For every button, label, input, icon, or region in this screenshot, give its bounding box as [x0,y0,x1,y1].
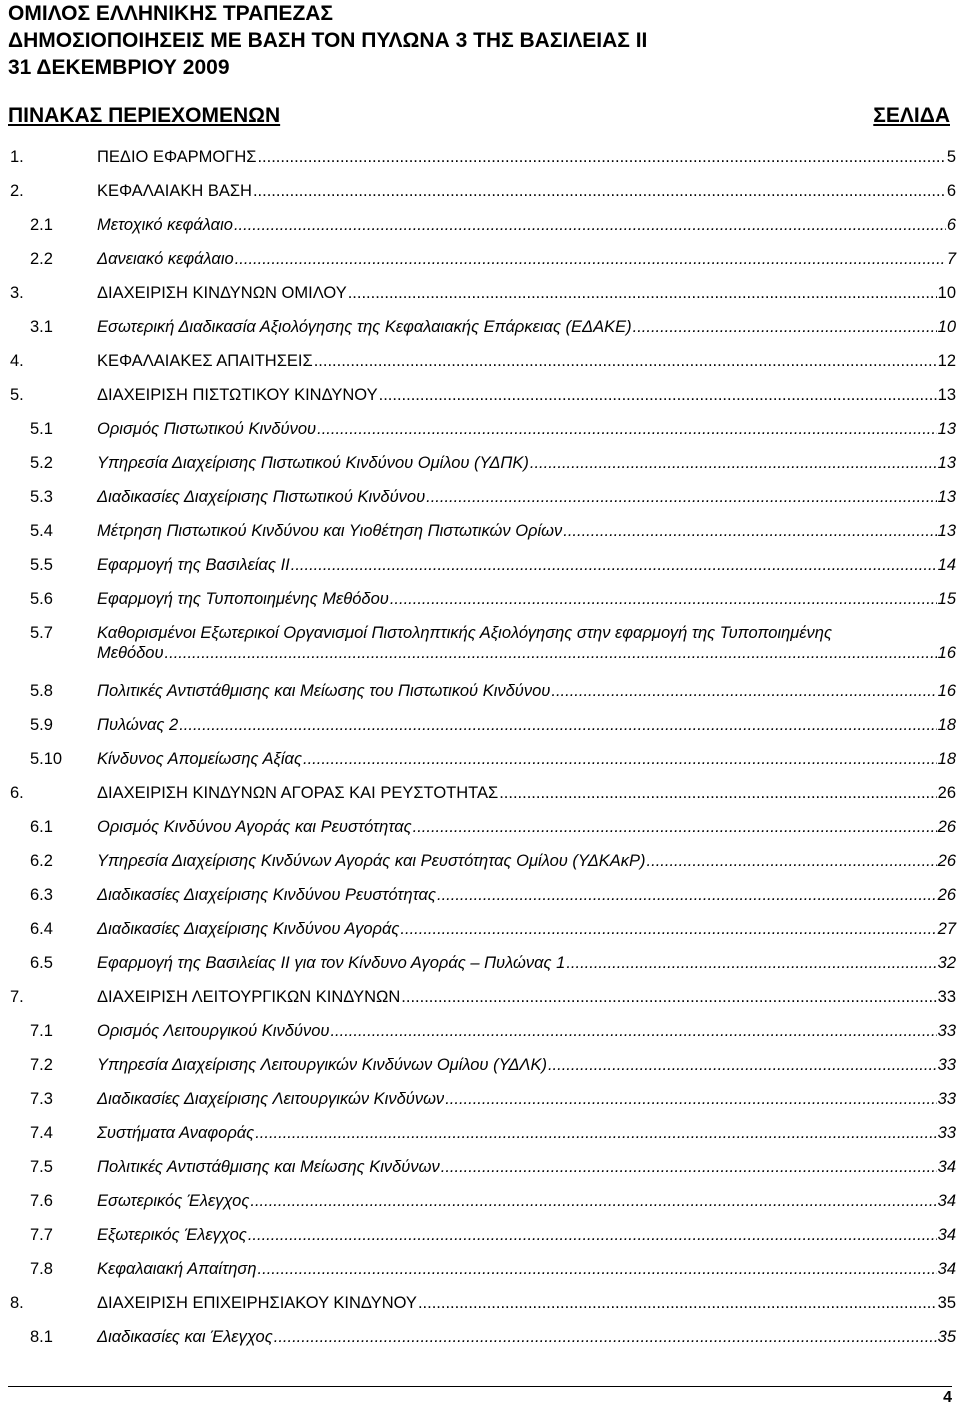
toc-entry-line [97,1224,960,1246]
toc-entry-number: 6.5 [30,954,53,972]
toc-leader-dots [530,452,937,474]
toc-entry[interactable] [0,1258,960,1280]
toc-entry-number: 7.6 [30,1192,53,1210]
toc-entry-line [97,248,960,270]
toc-entry-number: 8.1 [30,1328,53,1346]
toc-entry-line [97,146,960,168]
toc-entry[interactable] [0,384,960,406]
toc-entry-number: 5.1 [30,420,53,438]
toc-entry-page: 13 [937,420,956,438]
toc-entry-page: 10 [937,284,956,302]
toc-entry-number: 5.9 [30,716,53,734]
toc-entry[interactable] [0,554,960,576]
toc-leader-dots [250,1190,936,1212]
toc-entry[interactable] [0,748,960,770]
toc-entry-page: 26 [937,852,956,870]
toc-entry-number: 6.2 [30,852,53,870]
toc-entry-page: 12 [937,352,956,370]
toc-entry-page: 13 [937,522,956,540]
toc-leader-dots [291,554,937,576]
toc-entry[interactable] [0,520,960,542]
toc-entry[interactable] [0,350,960,372]
toc-entry-line [97,1088,960,1110]
toc-entry-number: 1. [10,148,24,166]
toc-entry-title: Υπηρεσία Διαχείρισης Πιστωτικού Κινδύνου Ομίλου (ΥΔΠΚ) [97,454,529,472]
toc-leader-dots [274,1326,937,1348]
toc-entry-line [97,952,960,974]
toc-entry-title: Υπηρεσία Διαχείρισης Λειτουργικών Κινδύνων Ομίλου (ΥΔΛΚ) [97,1056,547,1074]
toc-entry-page: 18 [937,750,956,768]
toc-entry-page: 33 [937,1056,956,1074]
toc-entry-page: 15 [937,590,956,608]
toc-entry-title: ΔΙΑΧΕΙΡΙΣΗ ΚΙΝΔΥΝΩΝ ΟΜΙΛΟΥ [97,284,347,302]
toc-entry-title: Πυλώνας 2 [97,716,179,734]
toc-entry-title: Πολιτικές Αντιστάθμισης και Μείωσης Κινδύνων [97,1158,440,1176]
toc-entry-title: ΔΙΑΧΕΙΡΙΣΗ ΠΙΣΤΩΤΙΚΟΥ ΚΙΝΔΥΝΟΥ [97,386,378,404]
toc-heading-row [8,102,950,130]
toc-entry-title: Κεφαλαιακή Απαίτηση [97,1260,257,1278]
toc-entry-title: ΔΙΑΧΕΙΡΙΣΗ ΚΙΝΔΥΝΩΝ ΑΓΟΡΑΣ ΚΑΙ ΡΕΥΣΤΟΤΗΤΑΣ [97,784,499,802]
toc-leader-dots [317,418,937,440]
toc-entry-line [97,1190,960,1212]
toc-entry-line [97,1122,960,1144]
toc-entry-page: 34 [937,1226,956,1244]
toc-entry-title: Εφαρμογή της Βασιλείας ΙΙ για τον Κίνδυνο Αγοράς – Πυλώνας 1 [97,954,566,972]
toc-entry-page: 7 [946,250,956,268]
toc-entry-title: Ορισμός Πιστωτικού Κινδύνου [97,420,317,438]
toc-entry[interactable] [0,1292,960,1314]
toc-entry-number: 5.4 [30,522,53,540]
toc-entry-title: ΠΕΔΙΟ ΕΦΑΡΜΟΓΗΣ [97,148,257,166]
toc-entry[interactable] [0,816,960,838]
toc-entry-title: Μετοχικό κεφάλαιο [97,216,233,234]
toc-entry-title: Διαδικασίες Διαχείρισης Λειτουργικών Κινδύνων [97,1090,445,1108]
toc-entry[interactable] [0,316,960,338]
toc-leader-dots [234,214,946,236]
toc-leader-dots [418,1292,937,1314]
toc-entry-number: 5.6 [30,590,53,608]
toc-leader-dots [314,350,937,372]
toc-entry-title: Εφαρμογή της Τυποποιημένης Μεθόδου [97,590,389,608]
toc-entry-number: 8. [10,1294,24,1312]
toc-leader-dots [379,384,937,406]
toc-entry-line [97,418,960,440]
toc-entry-page: 13 [937,488,956,506]
toc-entry-number: 7.3 [30,1090,53,1108]
toc-entry-title: Διαδικασίες Διαχείρισης Πιστωτικού Κινδύνου [97,488,426,506]
toc-entry-title: Κίνδυνος Απομείωσης Αξίας [97,750,302,768]
toc-entry-number: 7.8 [30,1260,53,1278]
toc-entry[interactable] [0,918,960,940]
toc-entry-page: 14 [937,556,956,574]
toc-entry-title: Διαδικασίες και Έλεγχος [97,1328,273,1346]
toc-leader-dots [566,952,936,974]
toc-entry[interactable] [0,680,960,702]
toc-entry-title: Ορισμός Λειτουργικού Κινδύνου [97,1022,330,1040]
toc-leader-dots [647,850,937,872]
toc-entry-line [97,714,960,736]
toc-entry-number: 2.1 [30,216,53,234]
toc-entry-number: 6. [10,784,24,802]
toc-entry[interactable] [0,1054,960,1076]
toc-entry-title: Πολιτικές Αντιστάθμισης και Μείωσης του Πιστωτικού Κινδύνου [97,682,551,700]
toc-entry-number: 5.8 [30,682,53,700]
toc-entry-title: ΚΕΦΑΛΑΙΑΚΕΣ ΑΠΑΙΤΗΣΕΙΣ [97,352,313,370]
toc-entry-line [97,282,960,304]
toc-entry-number: 3.1 [30,318,53,336]
toc-entry-number: 6.1 [30,818,53,836]
toc-entry-line [97,850,960,872]
toc-entry-line [97,680,960,702]
toc-entry-page: 6 [946,216,956,234]
toc-entry-line [97,816,960,838]
toc-entry-title: Εσωτερικός Έλεγχος [97,1192,250,1210]
toc-entry[interactable] [0,622,960,644]
document-header [8,0,647,81]
toc-entry-page: 10 [937,318,956,336]
toc-entry-number: 5.7 [30,624,53,642]
toc-entry-title: Εφαρμογή της Βασιλείας ΙΙ [97,556,290,574]
toc-leader-dots [253,180,946,202]
toc-leader-dots [330,1020,936,1042]
toc-entry-page: 26 [937,886,956,904]
toc-entry-page: 18 [937,716,956,734]
toc-entry[interactable] [0,588,960,610]
toc-entry[interactable] [0,952,960,974]
toc-entry-line [97,214,960,236]
toc-entry[interactable] [0,1088,960,1110]
toc-leader-dots [413,816,937,838]
toc-entry-line [97,588,960,610]
toc-leader-dots [401,986,936,1008]
toc-entry-title: Εξωτερικός Έλεγχος [97,1226,247,1244]
toc-entry[interactable] [0,180,960,202]
toc-entry-line [97,452,960,474]
toc-entry-page: 16 [937,644,956,662]
toc-entry-title: Διαδικασίες Διαχείρισης Κινδύνου Ρευστότητας [97,886,436,904]
document-date: 31 ΔΕΚΕΜΒΡΙΟΥ 2009 [8,56,230,79]
toc-entry-page: 34 [937,1158,956,1176]
toc-leader-dots [437,884,937,906]
toc-entry-number: 6.4 [30,920,53,938]
toc-entry-number: 7. [10,988,24,1006]
toc-entry-title: ΔΙΑΧΕΙΡΙΣΗ ΛΕΙΤΟΥΡΓΙΚΩΝ ΚΙΝΔΥΝΩΝ [97,988,401,1006]
toc-entry-page: 33 [937,1022,956,1040]
page-number: 4 [943,1389,952,1406]
toc-entry-page: 34 [937,1260,956,1278]
toc-leader-dots [390,588,937,610]
toc-entry[interactable] [0,486,960,508]
toc-entry[interactable] [0,1224,960,1246]
toc-leader-dots [235,248,946,270]
toc-entry-line [97,316,960,338]
toc-entry[interactable] [0,452,960,474]
toc-entry-line [97,1054,960,1076]
toc-entry-line [97,782,960,804]
toc-entry-page: 33 [937,1090,956,1108]
toc-leader-dots [633,316,937,338]
toc-entry-title: Μέτρηση Πιστωτικού Κινδύνου και Υιοθέτηση Πιστωτικών Ορίων [97,522,563,540]
toc-entry-title: ΔΙΑΧΕΙΡΙΣΗ ΕΠΙΧΕΙΡΗΣΙΑΚΟΥ ΚΙΝΔΥΝΟΥ [97,1294,417,1312]
toc-leader-dots [441,1156,937,1178]
toc-entry-number: 7.4 [30,1124,53,1142]
toc-entry[interactable] [0,714,960,736]
toc-entry-number: 7.1 [30,1022,53,1040]
toc-leader-dots [499,782,936,804]
toc-entry-page: 6 [946,182,956,200]
toc-leader-dots [348,282,937,304]
toc-entry[interactable] [0,884,960,906]
toc-entry-line [97,986,960,1008]
toc-entry-line [97,554,960,576]
toc-entry-page: 32 [937,954,956,972]
toc-entry-page: 5 [946,148,956,166]
toc-entry-number: 2.2 [30,250,53,268]
toc-leader-dots [255,1122,936,1144]
toc-entry-page: 26 [937,784,956,802]
group-title: ΟΜΙΛΟΣ ΕΛΛΗΝΙΚΗΣ ΤΡΑΠΕΖΑΣ [8,2,334,25]
toc-entry-line [97,918,960,940]
toc-entry-line [97,748,960,770]
toc-entry-line [97,1292,960,1314]
toc-entry-page: 13 [937,386,956,404]
toc-entry[interactable] [0,418,960,440]
toc-entry-page: 27 [937,920,956,938]
toc-entry-number: 6.3 [30,886,53,904]
toc-entry-title: Υπηρεσία Διαχείρισης Κινδύνων Αγοράς και Ρευστότητας Ομίλου (ΥΔΚΑκΡ) [97,852,646,870]
toc-entry[interactable] [0,986,960,1008]
toc-leader-dots [400,918,936,940]
toc-leader-dots [257,146,945,168]
toc-leader-dots [551,680,936,702]
toc-entry-title: Καθορισμένοι Εξωτερικοί Οργανισμοί Πιστοληπτικής Αξιολόγησης στην εφαρμογή της Τυποποιημένης [97,624,832,642]
toc-leader-dots [248,1224,937,1246]
toc-leader-dots [426,486,937,508]
toc-entry-line [97,350,960,372]
toc-entry[interactable] [0,850,960,872]
toc-entry[interactable] [0,1020,960,1042]
toc-entry-title: Συστήματα Αναφοράς [97,1124,255,1142]
toc-entry[interactable] [0,1190,960,1212]
toc-entry-line [97,1258,960,1280]
toc-entry[interactable] [0,1326,960,1348]
toc-entry-number: 2. [10,182,24,200]
toc-page-heading: ΣΕΛΙΔΑ [873,104,950,127]
toc-entry-number: 4. [10,352,24,370]
toc-entry-number: 5.5 [30,556,53,574]
toc-heading: ΠΙΝΑΚΑΣ ΠΕΡΙΕΧΟΜΕΝΩΝ [8,104,281,127]
toc-entry-title: Δανειακό κεφάλαιο [97,250,234,268]
toc-entry-line [97,642,960,664]
toc-entry-page: 16 [937,682,956,700]
toc-leader-dots [548,1054,937,1076]
toc-entry-number: 7.2 [30,1056,53,1074]
toc-entry-number: 7.5 [30,1158,53,1176]
toc-entry-title: Εσωτερική Διαδικασία Αξιολόγησης της Κεφαλαιακής Επάρκειας (ΕΔΑΚΕ) [97,318,632,336]
toc-entry-line [97,1156,960,1178]
toc-entry-number: 5.3 [30,488,53,506]
toc-leader-dots [258,1258,937,1280]
toc-entry-page: 26 [937,818,956,836]
toc-entry[interactable] [0,214,960,236]
toc-entry-page: 33 [937,1124,956,1142]
toc-entry-line [97,486,960,508]
toc-entry-title: ΚΕΦΑΛΑΙΑΚΗ ΒΑΣΗ [97,182,252,200]
toc-entry-number: 5.10 [30,750,63,768]
toc-entry[interactable] [0,782,960,804]
toc-entry-line [97,384,960,406]
toc-entry-page: 35 [937,1328,956,1346]
toc-entry-number: 7.7 [30,1226,53,1244]
document-title: ΔΗΜΟΣΙΟΠΟΙΗΣΕΙΣ ΜΕ ΒΑΣΗ ΤΟΝ ΠΥΛΩΝΑ 3 ΤΗΣ ΒΑΣΙΛΕΙΑΣ ΙΙ [8,29,648,52]
toc-entry[interactable] [0,248,960,270]
toc-leader-dots [179,714,936,736]
toc-entry-page: 35 [937,1294,956,1312]
toc-entry-line [97,1326,960,1348]
toc-entry-title-continued: Μεθόδου [97,644,164,662]
toc-leader-dots [445,1088,936,1110]
toc-entry-line [97,1020,960,1042]
toc-entry-line [97,622,960,644]
toc-entry-number: 5. [10,386,24,404]
toc-entry[interactable] [0,1156,960,1178]
toc-entry-page: 34 [937,1192,956,1210]
toc-entry-page: 33 [937,988,956,1006]
toc-entry-number: 5.2 [30,454,53,472]
toc-leader-dots [563,520,936,542]
toc-entry[interactable] [0,282,960,304]
toc-entry-line [97,884,960,906]
toc-entry-number: 3. [10,284,24,302]
toc-entry-title: Ορισμός Κινδύνου Αγοράς και Ρευστότητας [97,818,412,836]
toc-entry-title: Διαδικασίες Διαχείρισης Κινδύνου Αγοράς [97,920,400,938]
toc-entry[interactable] [0,1122,960,1144]
footer-divider [8,1386,952,1387]
toc-entry[interactable] [0,146,960,168]
toc-entry-continuation[interactable] [0,642,960,664]
toc-leader-dots [303,748,937,770]
toc-entry-line [97,180,960,202]
toc-leader-dots [165,642,937,664]
toc-entry-page: 13 [937,454,956,472]
toc-entry-line [97,520,960,542]
